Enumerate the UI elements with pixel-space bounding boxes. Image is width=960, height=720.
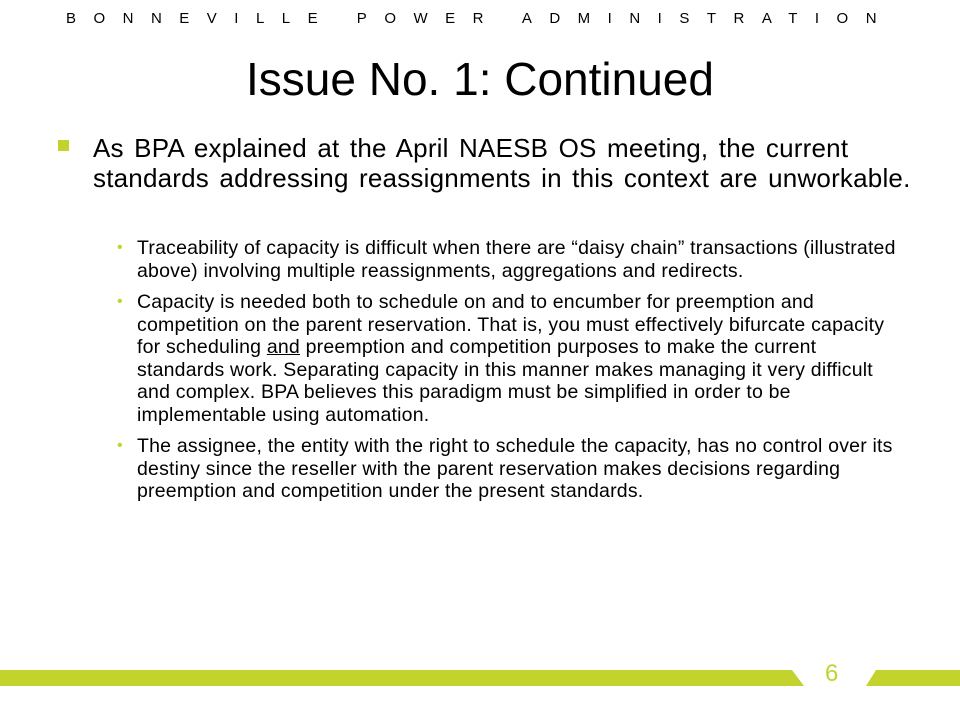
sub-bullet-text: The assignee, the entity with the right to schedule the capacity, has no control over its destiny since the reseller with the parent reservation makes decisions regarding preemption and competition under the present standards. — [137, 435, 893, 502]
footer-accent-bar — [0, 670, 960, 686]
dot-bullet-icon: • — [117, 239, 123, 256]
square-bullet-icon — [58, 140, 69, 151]
sub-bullet-text-part: preemption and competition purposes to make the current standards work. Separating capacity in this manner makes managing it very difficult and complex. BPA believes this paradigm must be simplified in order to be implementable using automation. — [137, 336, 873, 426]
main-bullet-text: As BPA explained at the April NAESB OS meeting, the current standards addressing reassignments in this context are unworkable. — [93, 133, 911, 193]
sub-bullet-item — [117, 435, 907, 503]
dot-bullet-icon: • — [117, 437, 123, 454]
sub-bullet-text: Traceability of capacity is difficult when there are “daisy chain” transactions (illustrated above) involving multiple reassignments, aggregations and redirects. — [137, 237, 896, 282]
underlined-word: and — [266, 336, 300, 358]
sub-bullet-text-part: Capacity is needed both to schedule on and to encumber for preemption and competition on the parent reservation. That is, you must effectively bifurcate capacity for scheduling — [137, 291, 885, 358]
dot-bullet-icon: • — [117, 293, 123, 310]
sub-bullet-item — [117, 237, 907, 282]
organization-header: BONNEVILLE POWER ADMINISTRATION — [65, 10, 895, 27]
footer-bar-right-segment — [866, 670, 960, 686]
page-number: 6 — [825, 660, 839, 687]
sub-bullet-item — [117, 291, 907, 426]
footer-bar-left-segment — [0, 670, 804, 686]
slide-title: Issue No. 1: Continued — [246, 53, 714, 105]
sub-bullet-list — [117, 237, 907, 512]
